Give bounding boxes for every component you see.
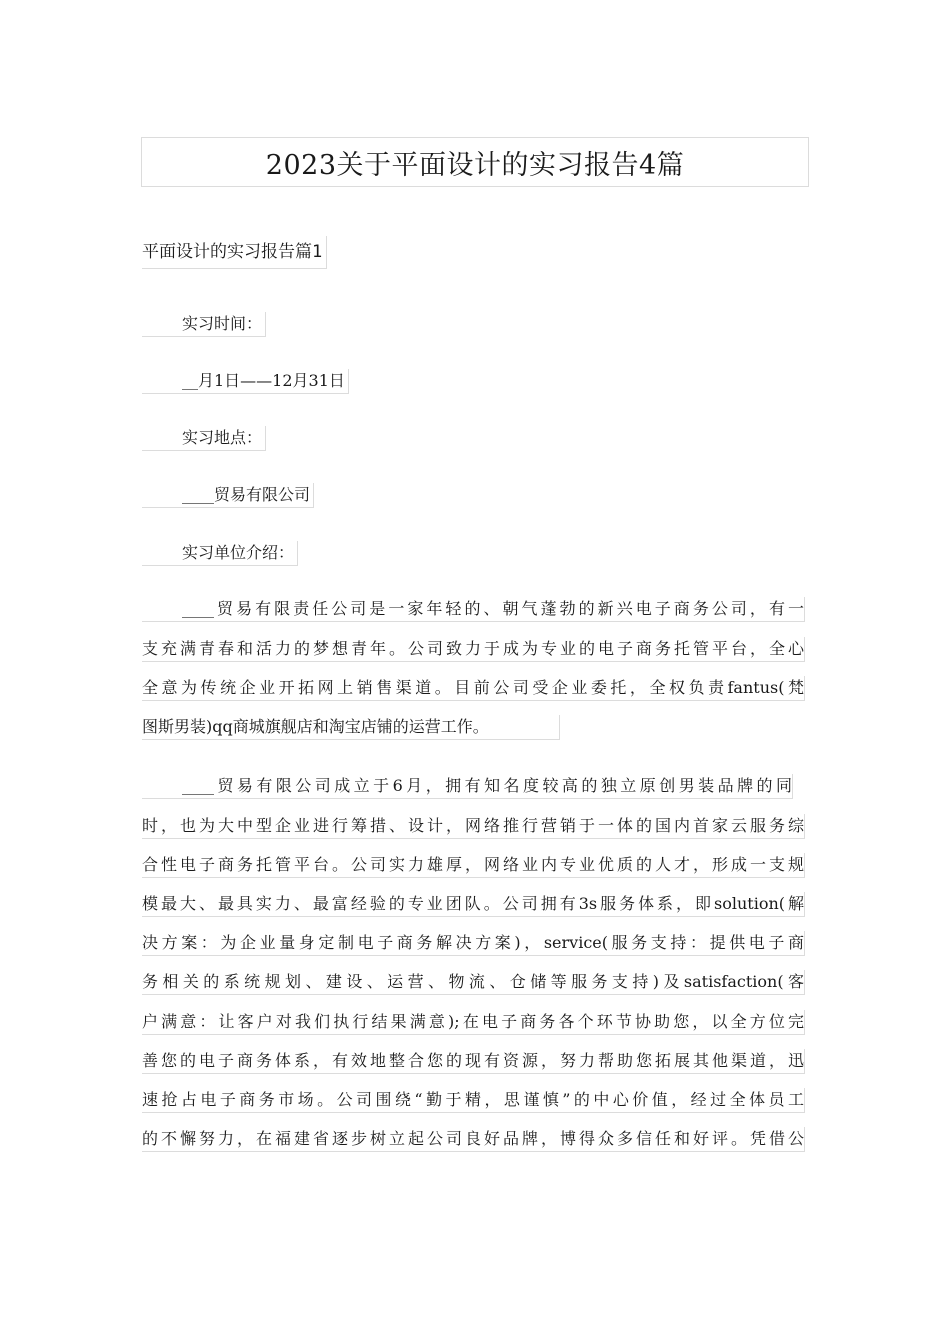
text-line: 决方案：为企业量身定制电子商务解决方案)，service(服务支持：提供电子商	[142, 931, 805, 956]
text-line: 速抢占电子商务市场。公司围绕“勤于精，思谨慎”的中心价值，经过全体员工	[142, 1088, 805, 1113]
text-line: ____贸易有限责任公司是一家年轻的、朝气蓬勃的新兴电子商务公司，有一	[142, 597, 805, 622]
text-line: 善您的电子商务体系，有效地整合您的现有资源，努力帮助您拓展其他渠道，迅	[142, 1049, 805, 1074]
text-line: 实习单位介绍：	[142, 541, 298, 566]
document-title-box	[141, 137, 809, 187]
text-line: 的不懈努力，在福建省逐步树立起公司良好品牌，博得众多信任和好评。凭借公	[142, 1127, 805, 1152]
text-line: 模最大、最具实力、最富经验的专业团队。公司拥有3s服务体系，即solution(解	[142, 892, 805, 917]
text-line: 时，也为大中型企业进行筹措、设计，网络推行营销于一体的国内首家云服务综	[142, 814, 805, 839]
text-line: 图斯男装)qq商城旗舰店和淘宝店铺的运营工作。	[142, 715, 560, 740]
section-heading: 平面设计的实习报告篇1	[142, 236, 327, 269]
text-line: 务相关的系统规划、建设、运营、物流、仓储等服务支持)及satisfaction(客	[142, 970, 805, 995]
text-line: ____贸易有限公司	[142, 483, 314, 508]
text-line: 实习地点：	[142, 426, 266, 451]
text-line: __月1日——12月31日	[142, 369, 349, 394]
text-line: 全意为传统企业开拓网上销售渠道。目前公司受企业委托，全权负责fantus(梵	[142, 676, 805, 701]
text-line: ____贸易有限公司成立于6月，拥有知名度较高的独立原创男装品牌的同	[142, 774, 793, 799]
text-line: 户满意：让客户对我们执行结果满意);在电子商务各个环节协助您，以全方位完	[142, 1010, 805, 1035]
document-title: 2023关于平面设计的实习报告4篇	[265, 149, 685, 181]
text-line: 实习时间：	[142, 312, 266, 337]
text-line: 支充满青春和活力的梦想青年。公司致力于成为专业的电子商务托管平台，全心	[142, 637, 805, 662]
text-line: 合性电子商务托管平台。公司实力雄厚，网络业内专业优质的人才，形成一支规	[142, 853, 805, 878]
